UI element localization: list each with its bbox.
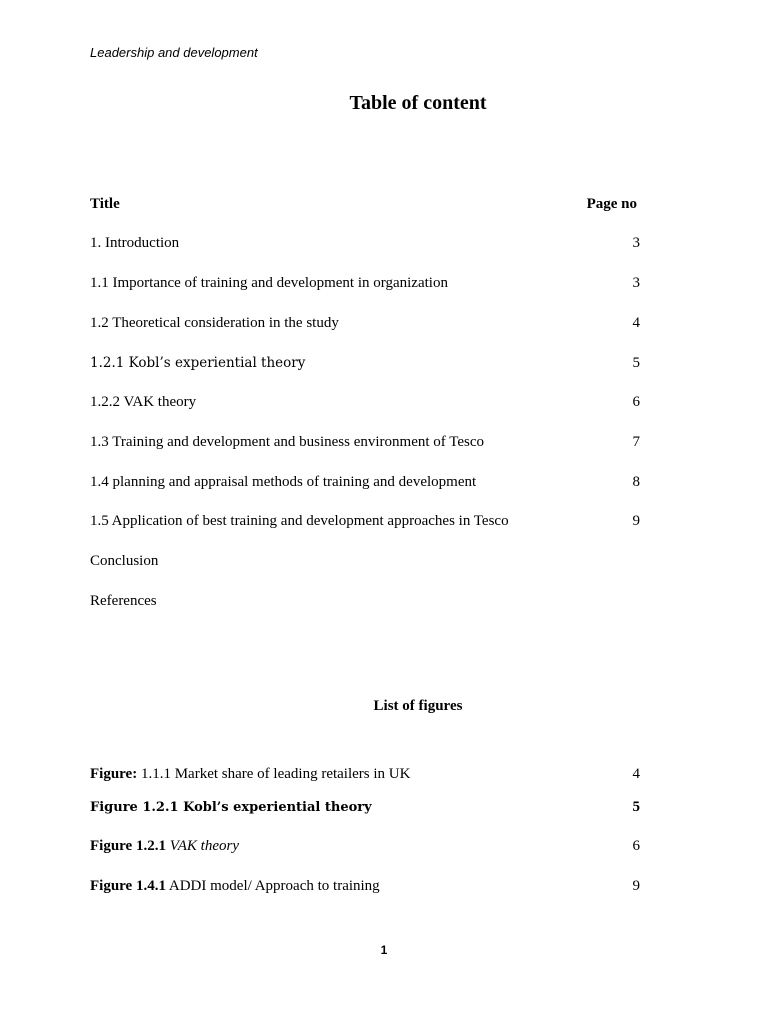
toc-entry-page: 3 — [632, 235, 640, 251]
toc-entry — [90, 591, 640, 611]
figure-entry — [90, 836, 640, 856]
toc-entry — [90, 432, 640, 452]
toc-entry-page: 9 — [632, 513, 640, 529]
figure-caption: 1.1.1 Market share of leading retailers in UK — [137, 766, 411, 782]
figure-entry-title — [90, 836, 239, 856]
figure-label: Figure 1.2.1 Kobl’s experiential theory — [90, 800, 372, 815]
toc-entry-title: 1.4 planning and appraisal methods of training and development — [90, 474, 477, 490]
list-of-figures-title: List of figures — [373, 698, 463, 714]
toc-entry — [90, 273, 640, 293]
toc-entry-page: 6 — [632, 394, 640, 410]
toc-entry-page: 8 — [632, 474, 640, 490]
figure-entry-page: 4 — [632, 766, 640, 782]
toc-entry-title: 1.2 Theoretical consideration in the study — [90, 315, 339, 331]
toc-entry — [90, 313, 640, 333]
figure-entry-page: 9 — [632, 878, 640, 894]
page-number: 1 — [380, 943, 388, 957]
toc-entry — [90, 392, 640, 412]
toc-title-column-header: Title — [90, 196, 120, 212]
figure-entry — [90, 797, 640, 818]
toc-entry-title: 1.2.1 Kobl’s experiential theory — [90, 355, 306, 371]
toc-entry — [90, 233, 640, 253]
figure-caption: ADDI model/ Approach to training — [165, 878, 380, 894]
toc-entry-page: 7 — [632, 434, 640, 450]
toc-entry — [90, 511, 640, 531]
toc-entry — [90, 353, 640, 373]
toc-entry-title: 1.5 Application of best training and development approaches in Tesco — [90, 513, 509, 529]
toc-page-column-header: Page no — [586, 196, 637, 212]
figure-entry-page: 5 — [632, 799, 640, 815]
figure-entry-page: 6 — [632, 838, 640, 854]
toc-entry-title: 1.1 Importance of training and development in organization — [90, 275, 448, 291]
toc-entry-title: 1. Introduction — [90, 235, 180, 251]
toc-entry-title: References — [90, 593, 157, 609]
toc-entry-title: 1.3 Training and development and business environment of Tesco — [90, 434, 485, 450]
toc-entry-page: 5 — [632, 355, 640, 371]
toc-entry — [90, 551, 640, 571]
figure-caption: VAK theory — [165, 838, 240, 854]
figure-label: Figure: — [90, 766, 138, 782]
running-header: Leadership and development — [90, 45, 258, 60]
figure-entry-title — [90, 876, 380, 896]
figure-entry-title — [90, 797, 372, 818]
figure-entry-title — [90, 764, 410, 784]
toc-entry-page: 4 — [632, 315, 640, 331]
toc-entry-title: Conclusion — [90, 553, 159, 569]
toc-entry-page: 3 — [632, 275, 640, 291]
toc-header-row — [90, 194, 640, 214]
toc-entry — [90, 472, 640, 492]
figure-label: Figure 1.4.1 — [90, 878, 166, 894]
figure-label: Figure 1.2.1 — [90, 838, 166, 854]
figure-entry — [90, 764, 640, 784]
toc-entry-title: 1.2.2 VAK theory — [90, 394, 197, 410]
page-title: Table of content — [349, 92, 487, 114]
figure-entry — [90, 876, 640, 896]
